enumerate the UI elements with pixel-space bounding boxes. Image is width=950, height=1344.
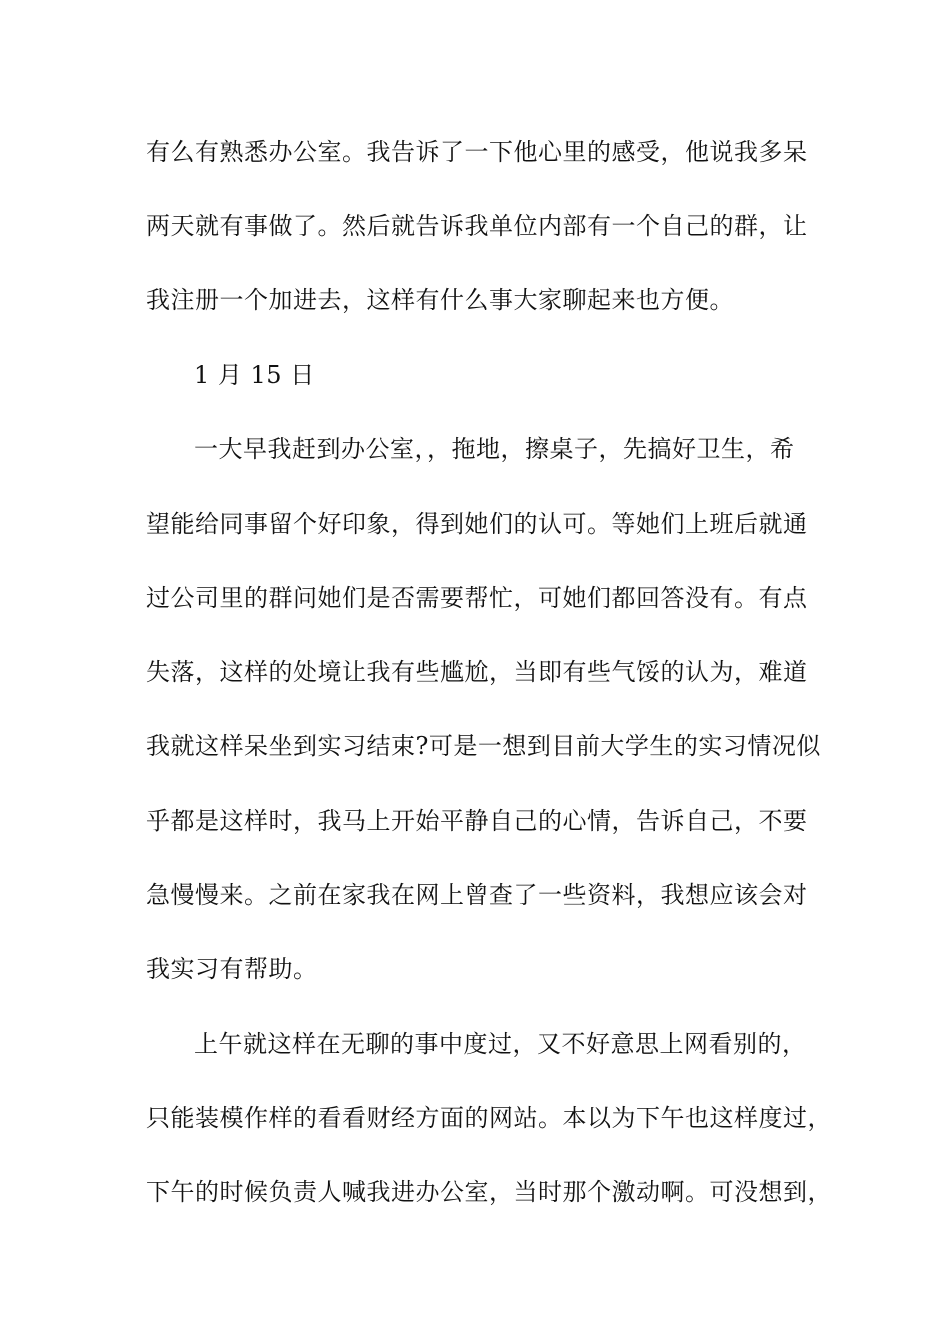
text-line: 两天就有事做了。然后就告诉我单位内部有一个自己的群，让 <box>146 212 808 240</box>
text-line: 急慢慢来。之前在家我在网上曾查了一些资料，我想应该会对 <box>146 881 808 909</box>
text-line: 有么有熟悉办公室。我告诉了一下他心里的感受，他说我多呆 <box>146 138 808 166</box>
text-line: 上午就这样在无聊的事中度过，又不好意思上网看别的， <box>194 1030 807 1058</box>
text-line: 望能给同事留个好印象，得到她们的认可。等她们上班后就通 <box>146 510 808 538</box>
text-line: 我就这样呆坐到实习结束?可是一想到目前大学生的实习情况似 <box>146 732 821 760</box>
text-line: 我注册一个加进去，这样有什么事大家聊起来也方便。 <box>146 286 734 314</box>
text-line: 只能装模作样的看看财经方面的网站。本以为下午也这样度过， <box>146 1104 832 1132</box>
text-line: 下午的时候负责人喊我进办公室，当时那个激动啊。可没想到， <box>146 1178 832 1206</box>
text-line: 我实习有帮助。 <box>146 955 318 983</box>
date-heading: 1 月 15 日 <box>194 361 315 389</box>
text-line: 失落，这样的处境让我有些尴尬，当即有些气馁的认为，难道 <box>146 658 808 686</box>
text-line: 过公司里的群问她们是否需要帮忙，可她们都回答没有。有点 <box>146 584 808 612</box>
text-line: 一大早我赶到办公室，，拖地，擦桌子，先搞好卫生，希 <box>194 435 795 463</box>
text-line: 乎都是这样时，我马上开始平静自己的心情，告诉自己，不要 <box>146 807 808 835</box>
